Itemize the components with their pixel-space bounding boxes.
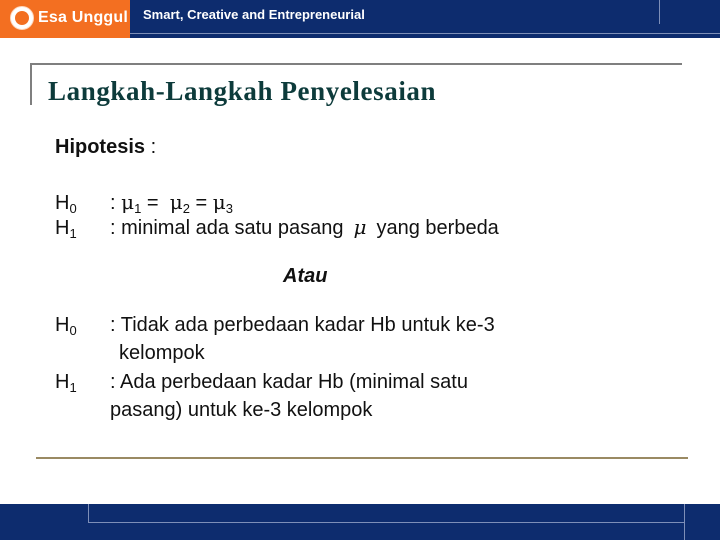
hipotesis-heading: Hipotesis : bbox=[55, 136, 157, 158]
h0-text-line1: $H_0$ : Tidak ada perbedaan kadar Hb untuk ke-3 bbox=[55, 314, 495, 338]
footer-divider-right bbox=[684, 504, 685, 540]
logo-text: Esa Unggul bbox=[38, 9, 129, 26]
footer-rule bbox=[88, 522, 684, 523]
banner-divider bbox=[659, 0, 660, 24]
h0-equation: $H_0$ : $\mu_1 = \mu_2 = \mu_3$ bbox=[55, 190, 234, 216]
h1-statement: $H_1$ : minimal ada satu pasang μ yang berbeda bbox=[55, 215, 499, 241]
title-frame-left bbox=[30, 63, 32, 105]
title-frame-top bbox=[30, 63, 682, 65]
banner-rule bbox=[130, 33, 720, 34]
atau-label: Atau bbox=[283, 265, 328, 287]
footer-divider-left bbox=[88, 504, 89, 522]
h0-text-line2: kelompok bbox=[119, 342, 205, 364]
logo-emblem-icon bbox=[10, 6, 34, 30]
logo bbox=[0, 0, 130, 38]
slide-title: Langkah-Langkah Penyelesaian bbox=[48, 76, 437, 106]
h1-text-line1: $H_1$ : Ada perbedaan kadar Hb (minimal satu bbox=[55, 371, 468, 395]
h1-text-line2: pasang) untuk ke-3 kelompok bbox=[110, 399, 373, 421]
bottom-divider bbox=[36, 457, 688, 459]
tagline: Smart, Creative and Entrepreneurial bbox=[143, 7, 365, 22]
footer-banner bbox=[0, 504, 720, 540]
top-banner bbox=[0, 0, 720, 38]
